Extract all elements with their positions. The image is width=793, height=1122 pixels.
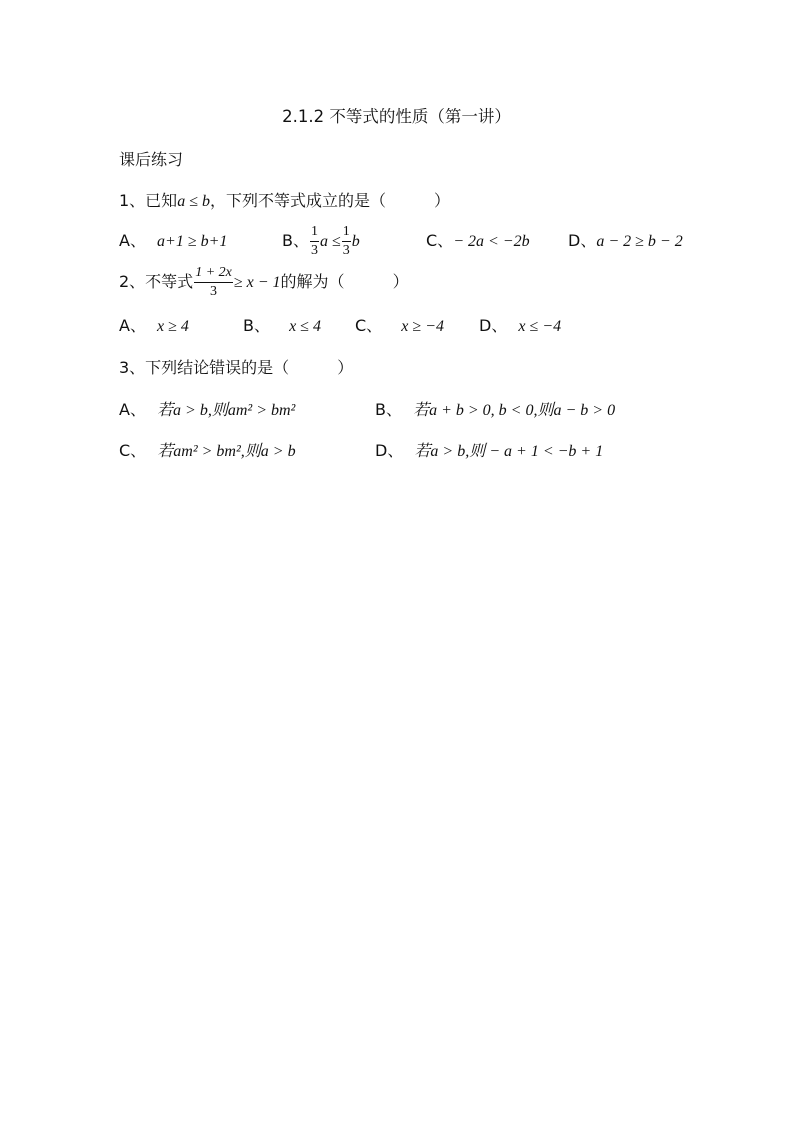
question-1-condition: a ≤ b [177, 193, 210, 210]
question-3-lead: 3、下列结论错误的是（ [119, 358, 290, 377]
question-1-close: ） [433, 191, 450, 210]
option-expression: 若a > b,则am² > bm² [157, 402, 296, 419]
q2-option-c [355, 314, 444, 339]
option-expression: − 2a < −2b [453, 233, 530, 250]
q1-option-a [119, 229, 227, 254]
option-label: C、 [119, 441, 147, 460]
option-label: C、 [355, 316, 383, 335]
option-expression: 若am² > bm²,则a > b [157, 443, 296, 460]
option-expression: x ≤ 4 [289, 318, 321, 335]
option-expression: a ≤ [319, 233, 341, 250]
question-2-tail: 的解为（ [280, 272, 345, 291]
q1-option-d [568, 229, 683, 254]
section-heading: 课后练习 [119, 150, 184, 169]
option-label: D、 [479, 316, 508, 335]
question-1-lead: 1、已知 [119, 191, 178, 210]
option-label: A、 [119, 400, 146, 419]
fraction-denominator: 3 [342, 243, 350, 258]
page-title: 2.1.2 不等式的性质（第一讲） [282, 107, 511, 126]
option-label: C、 [426, 231, 454, 250]
option-expression: 若a + b > 0, b < 0,则a − b > 0 [413, 402, 616, 419]
q3-option-c [119, 439, 296, 464]
fraction-denominator: 3 [310, 243, 318, 258]
option-expression: x ≤ −4 [518, 318, 562, 335]
option-expression: x ≥ −4 [401, 318, 444, 335]
option-label: A、 [119, 231, 146, 250]
question-3 [119, 356, 353, 380]
fraction-numerator: 1 [310, 225, 319, 242]
fraction-numerator: 1 + 2x [194, 266, 233, 283]
question-2-close: ） [392, 272, 409, 291]
option-expression: a − 2 ≥ b − 2 [596, 233, 683, 250]
q2-option-d [479, 314, 561, 339]
q1-option-b [282, 222, 360, 261]
fraction-one-third [310, 225, 319, 258]
question-2 [119, 262, 409, 303]
fraction-numerator: 1 [342, 225, 351, 242]
q2-option-a [119, 314, 189, 339]
option-expression: a+1 ≥ b+1 [157, 233, 228, 250]
option-label: B、 [375, 400, 402, 419]
question-3-close: ） [337, 358, 354, 377]
question-2-rhs: ≥ x − 1 [233, 274, 281, 291]
option-expression: 若a > b,则 − a + 1 < −b + 1 [414, 443, 604, 460]
option-label: D、 [568, 231, 597, 250]
q1-option-c [426, 229, 530, 254]
option-label: D、 [375, 441, 404, 460]
option-label: A、 [119, 316, 146, 335]
fraction-denominator: 3 [210, 284, 218, 299]
question-1-tail: ，下列不等式成立的是（ [209, 191, 386, 210]
fraction-1-plus-2x-over-3 [194, 266, 233, 299]
q3-option-a [119, 398, 295, 423]
q3-option-b [375, 398, 615, 423]
fraction-one-third [342, 225, 351, 258]
q2-option-b [243, 314, 321, 339]
option-label: B、 [282, 231, 309, 250]
question-2-lead: 2、不等式 [119, 272, 194, 291]
question-1 [119, 189, 450, 214]
option-label: B、 [243, 316, 270, 335]
option-expression: x ≥ 4 [157, 318, 189, 335]
option-expression-end: b [351, 233, 360, 250]
q3-option-d [375, 439, 603, 464]
